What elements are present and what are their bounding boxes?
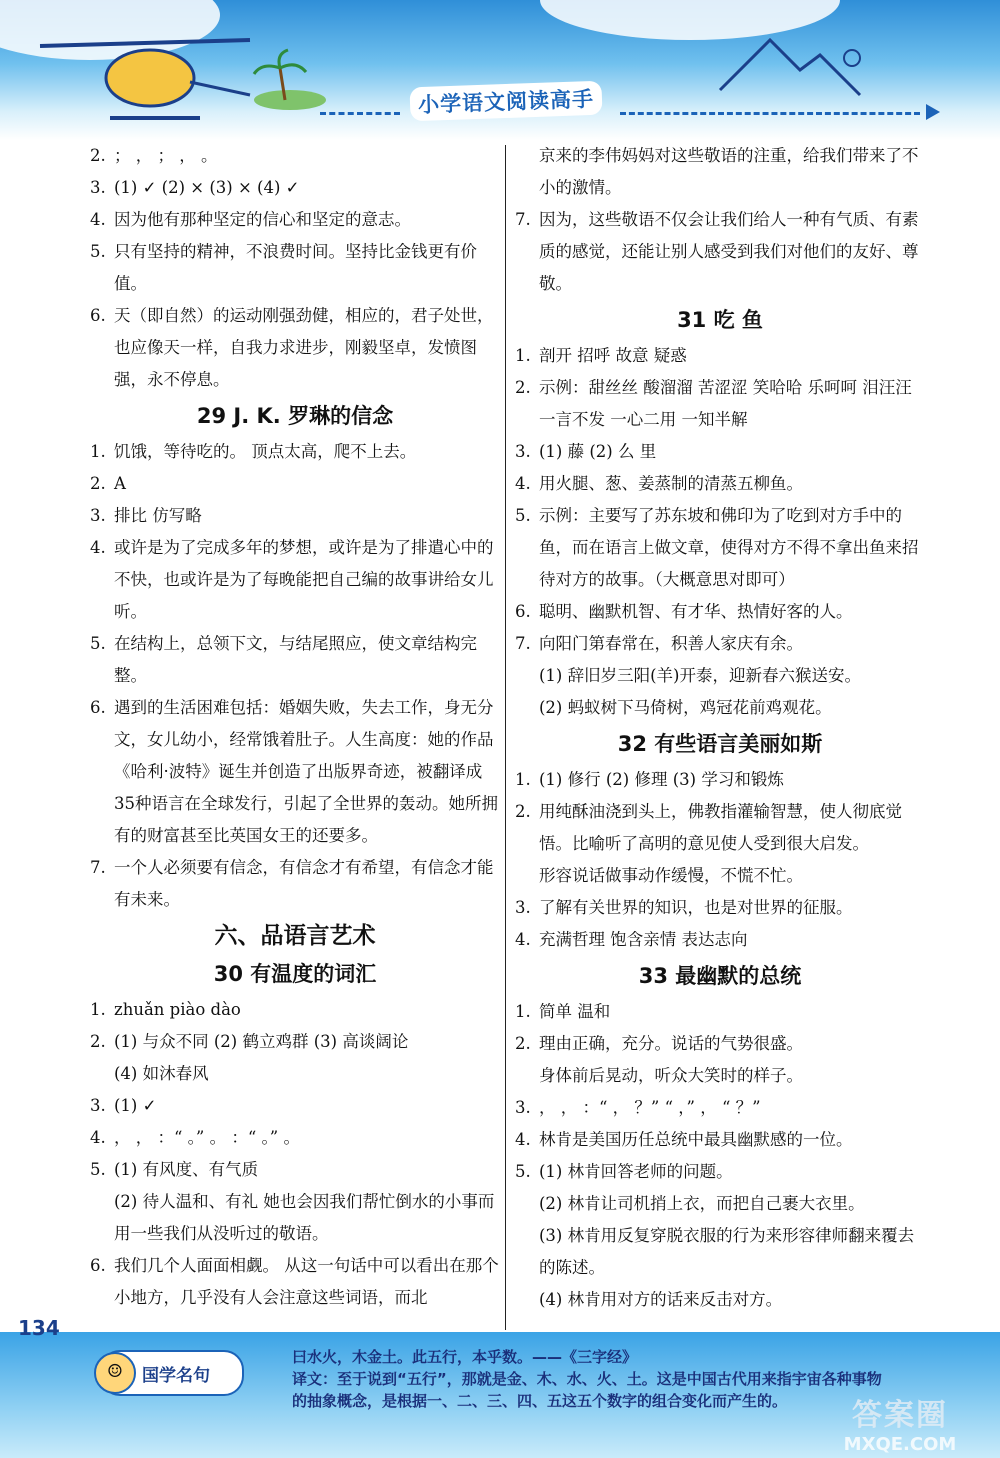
answer-text: (1) 藤 (2) 么 里 xyxy=(539,442,657,461)
answer-item xyxy=(515,372,925,436)
answer-text: ， ， ：“ 。” 。 ：“ 。” 。 xyxy=(114,1128,300,1147)
series-title: 小学语文阅读高手 xyxy=(409,81,602,122)
answer-text: A xyxy=(114,474,126,493)
answer-text: (1) ✓ xyxy=(114,1096,157,1115)
answer-item xyxy=(515,340,925,372)
answer-text: 简单 温和 xyxy=(539,1002,611,1021)
answer-item xyxy=(90,1122,500,1154)
answer-text: 充满哲理 饱含亲情 表达志向 xyxy=(539,930,748,949)
answer-list-29 xyxy=(90,436,500,916)
answer-text: 饥饿，等待吃的。 顶点太高，爬不上去。 xyxy=(114,442,417,461)
answer-number: 4. xyxy=(90,538,106,557)
answer-item xyxy=(515,436,925,468)
answer-item xyxy=(90,500,500,532)
answer-item xyxy=(515,1124,925,1156)
answer-item xyxy=(90,204,500,236)
answer-item xyxy=(515,204,925,300)
page-header-banner xyxy=(0,0,1000,140)
answer-text: (1) 有风度、有气质 xyxy=(114,1160,259,1179)
dashed-line-left xyxy=(320,112,400,115)
answer-number: 4. xyxy=(515,1130,531,1149)
answer-sub-line: 身体前后晃动，听众大笑时的样子。 xyxy=(539,1066,803,1085)
answer-number: 2. xyxy=(90,146,106,165)
answer-list-32b xyxy=(515,892,925,956)
answer-item xyxy=(515,996,925,1028)
answer-number: 3. xyxy=(515,1098,531,1117)
answer-number: 7. xyxy=(90,858,106,877)
answer-text: (1) 与众不同 (2) 鹤立鸡群 (3) 高谈阔论 xyxy=(114,1032,409,1051)
answer-text: 剖开 招呼 故意 疑惑 xyxy=(539,346,687,365)
answer-item xyxy=(90,1090,500,1122)
answer-number: 3. xyxy=(90,1096,106,1115)
answer-item xyxy=(90,436,500,468)
watermark-logo: 答案圈 xyxy=(852,1398,948,1433)
answer-text: 只有坚持的精神，不浪费时间。坚持比金钱更有价值。 xyxy=(114,242,477,293)
answer-number: 5. xyxy=(515,1162,531,1181)
lesson-heading-33: 33 最幽默的总统 xyxy=(638,964,802,988)
answer-number: 6. xyxy=(90,1256,106,1275)
quote-line: 曰水火，木金土。此五行，本乎数。——《三字经》 xyxy=(292,1348,638,1366)
answer-list-32 xyxy=(515,764,925,860)
answer-number: 6. xyxy=(90,306,106,325)
answer-item xyxy=(515,1092,925,1124)
answer-text: (1) 林肯回答老师的问题。 xyxy=(539,1162,733,1181)
answer-item xyxy=(515,628,925,660)
answer-list-30 xyxy=(90,994,500,1058)
answer-item xyxy=(90,1250,500,1314)
answer-sub-line: (2) 待人温和、有礼 她也会因我们帮忙倒水的小事而用一些我们从没听过的敬语。 xyxy=(114,1192,495,1243)
answer-item xyxy=(515,764,925,796)
answer-item xyxy=(90,300,500,396)
dashed-line-right xyxy=(620,112,920,115)
answer-item xyxy=(90,468,500,500)
answer-text: 了解有关世界的知识，也是对世界的征服。 xyxy=(539,898,853,917)
guoxue-badge xyxy=(100,1350,244,1396)
watermark-url: MXQE.COM xyxy=(843,1434,957,1455)
answer-number: 4. xyxy=(515,930,531,949)
quote-translation: 译文：至于说到“五行”，那就是金、木、水、火、土。这是中国古代用来指宇宙各种事物的抽象概念，是根据一、二、三、四、五这五个数字的组合变化而产生的。 xyxy=(292,1370,882,1410)
mountain-icon xyxy=(720,40,860,95)
column-divider xyxy=(505,145,506,1330)
answer-number: 6. xyxy=(90,698,106,717)
answer-number: 1. xyxy=(90,1000,106,1019)
answer-number: 4. xyxy=(90,210,106,229)
answer-text: 聪明、幽默机智、有才华、热情好客的人。 xyxy=(539,602,853,621)
answer-text: 向阳门第春常在，积善人家庆有余。 xyxy=(539,634,803,653)
page-number: 134 xyxy=(18,1316,60,1340)
answer-sub-line: (2) 蚂蚁树下马倚树，鸡冠花前鸡观花。 xyxy=(539,698,832,717)
answer-item xyxy=(90,532,500,628)
answer-item xyxy=(90,852,500,916)
answer-number: 2. xyxy=(515,378,531,397)
answer-text: 林肯是美国历任总统中最具幽默感的一位。 xyxy=(539,1130,853,1149)
answer-number: 7. xyxy=(515,210,531,229)
answer-item xyxy=(515,892,925,924)
lesson-heading-32: 32 有些语言美丽如斯 xyxy=(617,732,823,756)
arrow-icon xyxy=(926,104,940,120)
answer-sub-line: (4) 林肯用对方的话来反击对方。 xyxy=(539,1290,783,1309)
answer-item xyxy=(90,994,500,1026)
answer-text: 示例：甜丝丝 酸溜溜 苦涩涩 笑哈哈 乐呵呵 泪汪汪 一言不发 一心二用 一知半解 xyxy=(539,378,912,429)
answer-number: 2. xyxy=(515,802,531,821)
answer-text: ， ， ：“ ， ？” “ ，” ， “ ？” xyxy=(539,1098,761,1117)
answer-text: (1) 修行 (2) 修理 (3) 学习和锻炼 xyxy=(539,770,784,789)
answer-text: 因为他有那种坚定的信心和坚定的意志。 xyxy=(114,210,411,229)
answer-number: 5. xyxy=(515,506,531,525)
answer-number: 5. xyxy=(90,634,106,653)
right-column xyxy=(515,140,925,1316)
answer-item xyxy=(90,140,500,172)
answer-number: 1. xyxy=(90,442,106,461)
answer-item xyxy=(90,172,500,204)
answer-number: 1. xyxy=(515,346,531,365)
answer-number: 4. xyxy=(90,1128,106,1147)
answer-text: 排比 仿写略 xyxy=(114,506,202,525)
lesson-heading-30: 30 有温度的词汇 xyxy=(213,962,377,986)
answer-number: 6. xyxy=(515,602,531,621)
answer-sub-line: (2) 林肯让司机捎上衣，而把自己裹大衣里。 xyxy=(539,1194,865,1213)
answer-text: 在结构上，总领下文，与结尾照应，使文章结构完整。 xyxy=(114,634,477,685)
answer-text: 遇到的生活困难包括：婚姻失败，失去工作，身无分文，女儿幼小，经常饿着肚子。人生高度：她的作品《哈利·波特》诞生并创造了出版界奇迹，被翻译成35种语言在全球发行，引起了全世界的轰动。她所拥有的财富甚至比英国女王的还要多。 xyxy=(114,698,498,845)
answer-sub-list-33 xyxy=(515,1188,925,1316)
answer-item xyxy=(515,468,925,500)
answer-text: 用火腿、葱、姜蒸制的清蒸五柳鱼。 xyxy=(539,474,803,493)
answer-number: 5. xyxy=(90,242,106,261)
banner-illustration xyxy=(0,0,1000,140)
answer-text: ； ， ； ， 。 xyxy=(114,146,218,165)
answer-number: 3. xyxy=(90,178,106,197)
lesson-heading-29: 29 J. K. 罗琳的信念 xyxy=(196,404,394,428)
answer-list-prev xyxy=(90,140,500,396)
answer-item xyxy=(90,236,500,300)
answer-continuation: 京来的李伟妈妈对这些敬语的注重，给我们带来了不小的激情。 xyxy=(539,146,919,197)
left-column xyxy=(90,140,500,1314)
answer-text: 天（即自然）的运动刚强劲健，相应的，君子处世，也应像天一样，自我力求进步，刚毅坚卓，发愤图强，永不停息。 xyxy=(114,306,494,389)
answer-number: 4. xyxy=(515,474,531,493)
answer-item xyxy=(515,1156,925,1188)
answer-item xyxy=(515,924,925,956)
footer-quote xyxy=(292,1346,892,1412)
palm-island-icon xyxy=(254,50,326,110)
answer-item xyxy=(515,596,925,628)
answer-sub-line: (3) 林肯用反复穿脱衣服的行为来形容律师翻来覆去的陈述。 xyxy=(539,1226,915,1277)
unit-heading: 六、品语言艺术 xyxy=(214,923,376,949)
answer-number: 1. xyxy=(515,1002,531,1021)
answer-number: 2. xyxy=(515,1034,531,1053)
answer-text: 示例：主要写了苏东坡和佛印为了吃到对方手中的鱼，而在语言上做文章，使得对方不得不拿出鱼来招待对方的故事。（大概意思对即可） xyxy=(539,506,919,589)
answer-text: 因为，这些敬语不仅会让我们给人一种有气质、有素质的感觉，还能让别人感受到我们对他们的友好、尊敬。 xyxy=(539,210,919,293)
answer-sub-line: 形容说话做事动作缓慢，不慌不忙。 xyxy=(539,866,803,885)
answer-text: 一个人必须要有信念，有信念才有希望，有信念才能有未来。 xyxy=(114,858,494,909)
answer-item xyxy=(515,796,925,860)
answer-text: zhuǎn piào dào xyxy=(114,1000,241,1019)
answer-list-31 xyxy=(515,340,925,660)
answer-list-33 xyxy=(515,996,925,1060)
lesson-heading-31: 31 吃 鱼 xyxy=(677,308,763,332)
answer-text: 用纯酥油浇到头上，佛教指灌输智慧，使人彻底觉悟。比喻听了高明的意见使人受到很大启发。 xyxy=(539,802,902,853)
answer-number: 7. xyxy=(515,634,531,653)
answer-text: (1) ✓ (2) × (3) × (4) ✓ xyxy=(114,178,300,197)
answer-list-30b xyxy=(90,1090,500,1186)
watermark xyxy=(820,1390,980,1455)
answer-list-33b xyxy=(515,1092,925,1188)
answer-number: 3. xyxy=(515,898,531,917)
answer-number: 2. xyxy=(90,1032,106,1051)
answer-item xyxy=(90,1026,500,1058)
child-face-icon: ☺ xyxy=(94,1352,136,1394)
answer-item xyxy=(90,628,500,692)
answer-sub-line: (4) 如沐春风 xyxy=(114,1064,209,1083)
helicopter-icon xyxy=(40,40,250,118)
answer-text: 我们几个人面面相觑。 从这一句话中可以看出在那个小地方，几乎没有人会注意这些词语，而北 xyxy=(114,1256,499,1307)
answer-number: 5. xyxy=(90,1160,106,1179)
answer-item xyxy=(90,1154,500,1186)
answer-text: 理由正确，充分。说话的气势很盛。 xyxy=(539,1034,803,1053)
answer-item xyxy=(515,500,925,596)
answer-item xyxy=(90,692,500,852)
answer-number: 1. xyxy=(515,770,531,789)
answer-number: 3. xyxy=(515,442,531,461)
answer-number: 2. xyxy=(90,474,106,493)
answer-text: 或许是为了完成多年的梦想，或许是为了排遣心中的不快，也或许是为了每晚能把自己编的故事讲给女儿听。 xyxy=(114,538,494,621)
answer-number: 3. xyxy=(90,506,106,525)
answer-sub-line: (1) 辞旧岁三阳(羊)开泰，迎新春六猴送安。 xyxy=(539,666,861,685)
answer-item xyxy=(515,1028,925,1060)
badge-label: 国学名句 xyxy=(142,1365,210,1386)
